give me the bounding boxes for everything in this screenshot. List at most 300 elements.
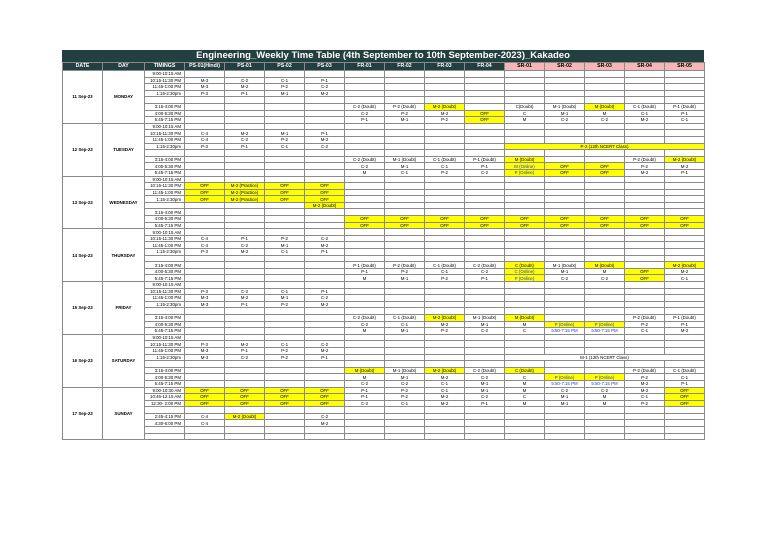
schedule-cell	[385, 361, 425, 368]
timing-cell: 10:15-11:30 PM	[145, 183, 185, 190]
schedule-cell	[265, 427, 305, 434]
schedule-cell: OFF	[665, 394, 705, 401]
table-row	[63, 242, 705, 249]
schedule-cell: M-2	[665, 268, 705, 275]
timing-cell: 1:15-2:30pm	[145, 354, 185, 361]
schedule-cell	[385, 189, 425, 196]
schedule-cell	[425, 77, 465, 84]
schedule-cell	[345, 183, 385, 190]
schedule-cell: P-2	[385, 268, 425, 275]
schedule-cell: OFF	[305, 394, 345, 401]
schedule-cell	[225, 262, 265, 269]
column-header: SR-02	[545, 63, 585, 71]
schedule-cell	[225, 427, 265, 434]
schedule-cell	[345, 189, 385, 196]
schedule-cell: C-2	[465, 169, 505, 176]
schedule-cell	[345, 282, 385, 289]
schedule-cell	[545, 341, 585, 348]
schedule-cell: P-2	[265, 136, 305, 143]
table-row	[63, 169, 705, 176]
schedule-cell: M-2	[305, 90, 345, 97]
schedule-cell: M-2	[625, 387, 665, 394]
timing-cell	[145, 202, 185, 209]
schedule-cell: P-1 (Doubt)	[465, 156, 505, 163]
schedule-cell	[185, 163, 225, 170]
schedule-cell	[425, 123, 465, 130]
schedule-cell: M-2 (Practice)	[225, 196, 265, 203]
schedule-cell	[265, 420, 305, 427]
schedule-cell	[625, 361, 665, 368]
schedule-cell	[585, 202, 625, 209]
schedule-cell: OFF	[185, 400, 225, 407]
schedule-cell	[185, 110, 225, 117]
schedule-cell	[185, 367, 225, 374]
schedule-cell	[425, 183, 465, 190]
schedule-cell	[385, 242, 425, 249]
table-row	[63, 341, 705, 348]
schedule-cell	[665, 123, 705, 130]
schedule-cell: M-2 (Doubt)	[305, 202, 345, 209]
schedule-cell: M (Doubt)	[585, 103, 625, 110]
schedule-cell	[585, 123, 625, 130]
schedule-cell: M-1	[465, 321, 505, 328]
schedule-cell	[385, 229, 425, 236]
schedule-cell	[185, 374, 225, 381]
schedule-cell	[225, 420, 265, 427]
schedule-cell: M-3	[185, 301, 225, 308]
schedule-cell: OFF	[585, 169, 625, 176]
schedule-cell	[665, 90, 705, 97]
schedule-cell	[585, 308, 625, 315]
schedule-cell	[425, 427, 465, 434]
schedule-cell	[185, 123, 225, 130]
schedule-cell	[185, 361, 225, 368]
date-cell: 13 Sep-23	[63, 176, 103, 229]
timing-cell: 4:00-5:30 PM	[145, 110, 185, 117]
schedule-cell	[545, 308, 585, 315]
schedule-cell	[665, 196, 705, 203]
schedule-cell	[505, 282, 545, 289]
schedule-cell: M (Doubt)	[505, 314, 545, 321]
schedule-cell: OFF	[185, 183, 225, 190]
schedule-cell: C-2	[305, 235, 345, 242]
schedule-cell	[225, 380, 265, 387]
timing-cell: 3:15-4:00 PM	[145, 209, 185, 216]
timing-cell	[145, 427, 185, 434]
schedule-cell	[425, 288, 465, 295]
schedule-cell: P-1	[225, 235, 265, 242]
schedule-cell: P (Online)	[545, 374, 585, 381]
date-cell: 15 Sep-23	[63, 282, 103, 335]
schedule-cell	[625, 97, 665, 104]
timing-cell: 10:15-11:30 PM	[145, 235, 185, 242]
schedule-cell: M-3	[185, 84, 225, 91]
schedule-cell	[665, 150, 705, 157]
schedule-cell	[665, 433, 705, 440]
schedule-cell	[345, 420, 385, 427]
schedule-cell: P-2	[385, 110, 425, 117]
schedule-cell: P (Online)	[585, 321, 625, 328]
schedule-cell	[185, 255, 225, 262]
schedule-cell	[665, 130, 705, 137]
schedule-cell: C-1	[625, 394, 665, 401]
timing-cell	[145, 361, 185, 368]
table-row	[63, 77, 705, 84]
schedule-cell	[505, 202, 545, 209]
schedule-cell	[665, 255, 705, 262]
table-row	[63, 71, 705, 78]
schedule-cell	[545, 334, 585, 341]
schedule-cell: M-2	[305, 347, 345, 354]
schedule-cell: OFF	[465, 110, 505, 117]
schedule-cell	[185, 275, 225, 282]
schedule-cell: P-1	[305, 288, 345, 295]
schedule-cell: M-3	[185, 354, 225, 361]
schedule-cell: M (Doubt)	[345, 367, 385, 374]
table-row	[63, 321, 705, 328]
schedule-cell: P-3	[185, 341, 225, 348]
schedule-cell: OFF	[185, 394, 225, 401]
schedule-cell: C-1	[265, 341, 305, 348]
schedule-cell	[305, 255, 345, 262]
schedule-cell	[305, 328, 345, 335]
schedule-cell	[625, 242, 665, 249]
table-row	[63, 209, 705, 216]
schedule-cell	[385, 433, 425, 440]
schedule-cell	[225, 176, 265, 183]
schedule-cell	[505, 341, 545, 348]
table-row	[63, 374, 705, 381]
timing-cell: 9:00-10:15 AM	[145, 282, 185, 289]
schedule-cell	[505, 84, 545, 91]
timetable-sheet	[62, 50, 704, 440]
schedule-cell	[665, 427, 705, 434]
timing-cell: 10:15-11:30 PM	[145, 130, 185, 137]
schedule-cell	[585, 347, 625, 354]
timing-cell: 4:00-5:30 PM	[145, 216, 185, 223]
schedule-cell	[185, 176, 225, 183]
schedule-cell	[265, 209, 305, 216]
schedule-cell: OFF	[585, 163, 625, 170]
schedule-cell: C-2	[585, 117, 625, 124]
schedule-cell: M-2 (Doubt)	[425, 103, 465, 110]
schedule-cell	[505, 176, 545, 183]
schedule-cell	[505, 189, 545, 196]
schedule-cell	[345, 202, 385, 209]
schedule-cell: P-2	[425, 275, 465, 282]
date-cell: 12 Sep-23	[63, 123, 103, 176]
schedule-cell	[505, 77, 545, 84]
schedule-cell: OFF	[665, 216, 705, 223]
column-header: PS-02	[265, 63, 305, 71]
schedule-cell	[585, 295, 625, 302]
schedule-cell	[225, 268, 265, 275]
schedule-cell	[545, 242, 585, 249]
schedule-cell: OFF	[465, 216, 505, 223]
schedule-cell	[545, 420, 585, 427]
schedule-cell: C	[505, 394, 545, 401]
schedule-cell	[225, 202, 265, 209]
schedule-cell: OFF	[545, 163, 585, 170]
schedule-cell	[385, 123, 425, 130]
schedule-cell	[505, 229, 545, 236]
schedule-cell: C-2	[585, 387, 625, 394]
schedule-cell: M	[345, 169, 385, 176]
schedule-cell	[585, 150, 625, 157]
schedule-cell: OFF	[425, 222, 465, 229]
column-header: FR-02	[385, 63, 425, 71]
schedule-cell	[265, 123, 305, 130]
schedule-cell: C	[505, 110, 545, 117]
schedule-cell	[345, 288, 385, 295]
schedule-cell	[185, 314, 225, 321]
schedule-cell: C-1	[265, 77, 305, 84]
schedule-cell	[585, 189, 625, 196]
table-row	[63, 202, 705, 209]
schedule-cell: P-2	[425, 328, 465, 335]
schedule-cell	[345, 90, 385, 97]
schedule-cell: C-4	[185, 413, 225, 420]
timing-cell: 1:15-2:30pm	[145, 196, 185, 203]
schedule-cell	[265, 308, 305, 315]
schedule-cell	[225, 433, 265, 440]
header-row	[63, 63, 705, 71]
schedule-cell	[465, 427, 505, 434]
schedule-cell: M-1 (Doubt)	[465, 314, 505, 321]
table-row	[63, 308, 705, 315]
table-row	[63, 130, 705, 137]
schedule-cell: M	[585, 268, 625, 275]
schedule-cell: C-2	[465, 394, 505, 401]
schedule-cell: P-2	[265, 354, 305, 361]
schedule-cell	[465, 150, 505, 157]
schedule-cell: C-2	[225, 77, 265, 84]
schedule-cell	[185, 334, 225, 341]
schedule-cell	[305, 110, 345, 117]
schedule-cell	[185, 229, 225, 236]
schedule-cell	[465, 77, 505, 84]
schedule-cell	[625, 347, 665, 354]
schedule-cell: P-3	[185, 249, 225, 256]
schedule-cell	[545, 367, 585, 374]
schedule-cell	[665, 136, 705, 143]
schedule-cell	[625, 433, 665, 440]
schedule-cell	[305, 123, 345, 130]
column-header: FR-03	[425, 63, 465, 71]
timing-cell: 9:00-10:15 AM	[145, 229, 185, 236]
schedule-cell	[225, 275, 265, 282]
schedule-cell: OFF	[625, 275, 665, 282]
timing-cell	[145, 308, 185, 315]
timing-cell: 10:15-11:30 PM	[145, 77, 185, 84]
table-row	[63, 163, 705, 170]
schedule-cell	[545, 249, 585, 256]
schedule-cell	[505, 136, 545, 143]
schedule-cell	[585, 242, 625, 249]
schedule-cell	[345, 407, 385, 414]
schedule-cell: OFF	[385, 216, 425, 223]
schedule-cell	[425, 229, 465, 236]
schedule-cell: P-1	[305, 130, 345, 137]
schedule-cell: M-2	[225, 130, 265, 137]
schedule-cell	[385, 176, 425, 183]
schedule-cell: P-2	[625, 400, 665, 407]
schedule-cell	[465, 413, 505, 420]
schedule-cell	[545, 202, 585, 209]
schedule-cell	[345, 84, 385, 91]
schedule-cell	[545, 84, 585, 91]
schedule-cell	[305, 361, 345, 368]
schedule-cell	[505, 301, 545, 308]
schedule-cell: M	[505, 380, 545, 387]
schedule-cell: M-1	[385, 328, 425, 335]
schedule-cell: P-1	[305, 77, 345, 84]
schedule-cell: M-3	[185, 295, 225, 302]
table-row	[63, 407, 705, 414]
schedule-cell	[545, 196, 585, 203]
schedule-cell	[265, 117, 305, 124]
schedule-cell	[305, 209, 345, 216]
schedule-cell: M-1	[265, 242, 305, 249]
schedule-cell	[225, 328, 265, 335]
schedule-cell	[385, 341, 425, 348]
schedule-cell	[505, 420, 545, 427]
schedule-cell: M-2 (Doubt)	[665, 262, 705, 269]
schedule-cell	[465, 242, 505, 249]
schedule-cell	[265, 110, 305, 117]
schedule-cell	[545, 71, 585, 78]
schedule-cell: M-1	[265, 130, 305, 137]
timing-cell: 5:45-7:15 PM	[145, 275, 185, 282]
schedule-cell: M-2	[305, 136, 345, 143]
timing-cell	[145, 97, 185, 104]
table-row	[63, 110, 705, 117]
schedule-cell: M-3	[185, 77, 225, 84]
schedule-cell	[305, 97, 345, 104]
schedule-cell: M-2	[225, 341, 265, 348]
schedule-cell	[665, 183, 705, 190]
schedule-cell	[385, 407, 425, 414]
schedule-cell: M (Online)	[505, 163, 545, 170]
schedule-cell: M	[345, 328, 385, 335]
schedule-cell: C-4	[185, 136, 225, 143]
timing-cell: 5:45-7:15 PM	[145, 222, 185, 229]
schedule-cell	[345, 347, 385, 354]
schedule-cell	[625, 413, 665, 420]
timing-cell: 11:45-1:00 PM	[145, 347, 185, 354]
schedule-cell: OFF	[305, 183, 345, 190]
column-header: SR-05	[665, 63, 705, 71]
schedule-cell: C-2	[385, 380, 425, 387]
day-cell: SUNDAY	[103, 387, 145, 440]
schedule-cell	[425, 347, 465, 354]
schedule-cell	[625, 255, 665, 262]
schedule-cell: M	[585, 400, 625, 407]
schedule-cell	[185, 282, 225, 289]
schedule-cell	[305, 282, 345, 289]
schedule-cell	[465, 354, 505, 361]
schedule-cell	[465, 71, 505, 78]
schedule-cell	[345, 242, 385, 249]
schedule-cell: P-1	[345, 394, 385, 401]
schedule-cell: M (Doubt)	[585, 262, 625, 269]
schedule-cell: M-2	[305, 301, 345, 308]
schedule-cell	[585, 341, 625, 348]
schedule-cell	[505, 209, 545, 216]
date-cell: 11 Sep-23	[63, 71, 103, 124]
schedule-cell: C-2	[345, 110, 385, 117]
schedule-cell	[225, 71, 265, 78]
schedule-cell: OFF	[505, 222, 545, 229]
schedule-cell	[625, 308, 665, 315]
schedule-cell: OFF	[385, 222, 425, 229]
schedule-cell	[385, 427, 425, 434]
schedule-cell	[425, 354, 465, 361]
schedule-cell	[545, 183, 585, 190]
schedule-cell: P (Online)	[585, 374, 625, 381]
day-cell: WEDNESDAY	[103, 176, 145, 229]
schedule-cell: M-1	[465, 380, 505, 387]
schedule-cell	[545, 301, 585, 308]
schedule-cell	[625, 249, 665, 256]
schedule-cell	[585, 433, 625, 440]
schedule-cell: OFF	[345, 222, 385, 229]
schedule-cell	[385, 71, 425, 78]
date-cell: 14 Sep-23	[63, 229, 103, 282]
schedule-cell: P-1	[345, 117, 385, 124]
sheet-title: Engineering_Weekly Time Table (4th September to 10th September-2023)_Kakadeo	[62, 50, 704, 62]
schedule-cell: P-1	[305, 249, 345, 256]
schedule-cell: C-1 (Doubt)	[425, 156, 465, 163]
schedule-cell	[225, 123, 265, 130]
schedule-cell	[425, 189, 465, 196]
day-cell: THURSDAY	[103, 229, 145, 282]
schedule-cell	[545, 150, 585, 157]
schedule-cell	[465, 183, 505, 190]
schedule-cell: C-2	[545, 117, 585, 124]
schedule-cell	[225, 407, 265, 414]
schedule-cell	[385, 183, 425, 190]
schedule-cell	[625, 282, 665, 289]
table-row	[63, 427, 705, 434]
timing-cell: 12:30- 2:00 PM	[145, 400, 185, 407]
schedule-cell	[305, 427, 345, 434]
timing-cell	[145, 407, 185, 414]
schedule-cell	[625, 209, 665, 216]
day-cell: MONDAY	[103, 71, 145, 124]
schedule-cell	[665, 242, 705, 249]
timing-cell: 9:00-10:15 AM	[145, 123, 185, 130]
schedule-cell	[465, 235, 505, 242]
schedule-cell: M-2	[425, 321, 465, 328]
schedule-cell	[545, 288, 585, 295]
schedule-cell: C-2	[465, 374, 505, 381]
schedule-cell	[265, 97, 305, 104]
schedule-cell	[665, 420, 705, 427]
schedule-cell	[185, 209, 225, 216]
schedule-cell	[585, 427, 625, 434]
schedule-cell	[465, 209, 505, 216]
schedule-cell: P-1	[465, 163, 505, 170]
schedule-cell	[225, 156, 265, 163]
schedule-cell	[425, 71, 465, 78]
schedule-cell: C (Online)	[505, 268, 545, 275]
schedule-cell	[185, 71, 225, 78]
schedule-cell	[225, 361, 265, 368]
schedule-cell	[625, 334, 665, 341]
schedule-cell	[625, 196, 665, 203]
schedule-cell: P-1 (Doubt)	[345, 262, 385, 269]
